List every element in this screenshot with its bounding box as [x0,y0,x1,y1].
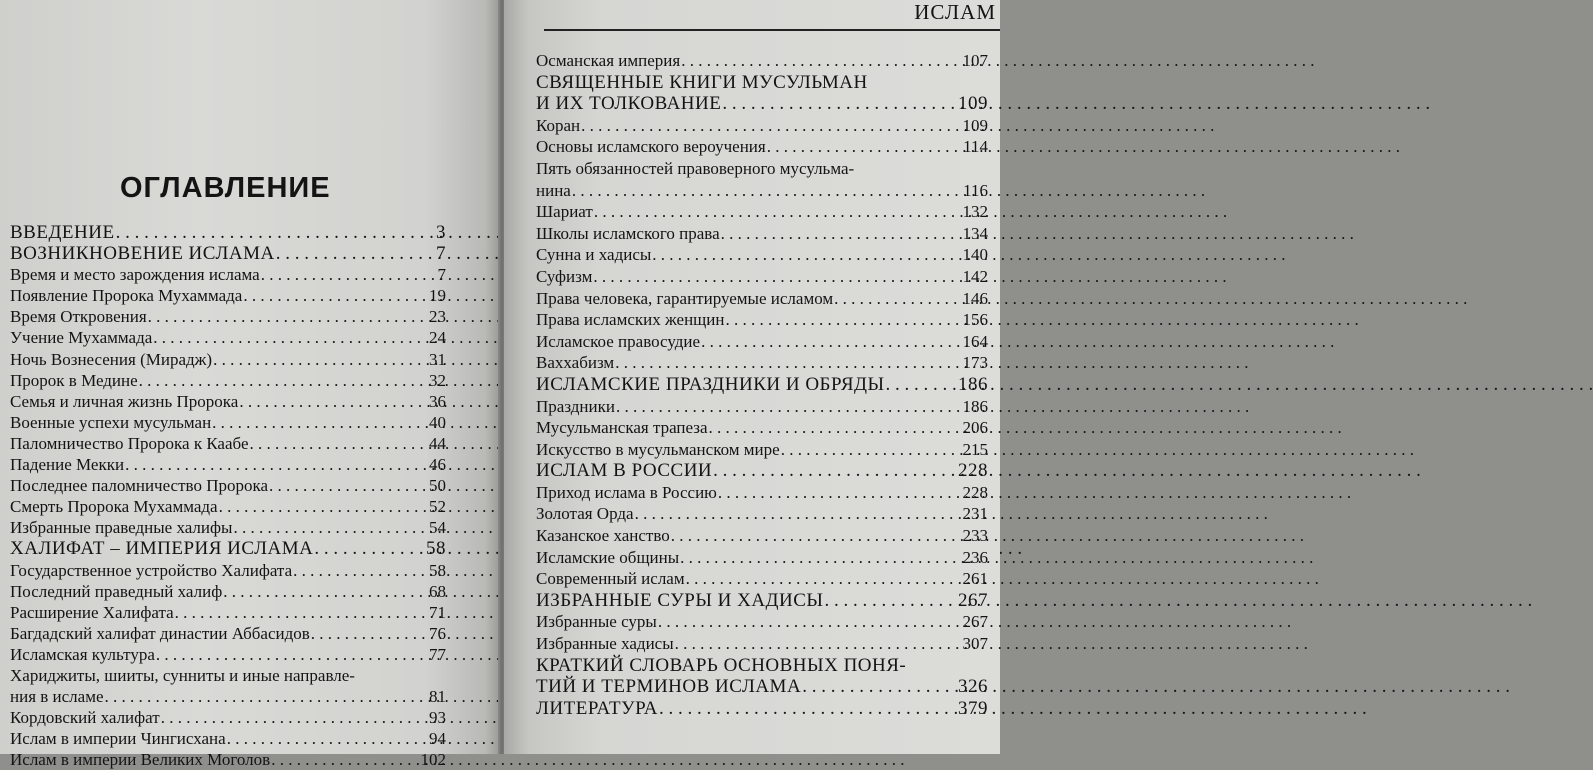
toc-entry [536,396,988,418]
toc-entry [10,475,446,496]
toc-entry-title: Османская империя [536,51,681,70]
toc-entry-page: 164 [962,331,988,351]
toc-entry [10,285,446,306]
toc-entry-page: 32 [429,370,446,390]
toc-entry-page: 7 [436,243,446,265]
toc-entry-page: 173 [962,353,988,373]
toc-entry-title: Избранные хадисы [536,634,674,654]
toc-entry-title: Смерть Пророка Мухаммада [10,497,218,517]
dot-leader [239,391,428,412]
toc-entry [536,633,988,655]
toc-entry-title: Избранные суры [536,612,657,632]
dot-leader [722,93,957,114]
toc-entry [536,201,988,223]
toc-entry-page: 140 [962,245,988,265]
toc-entry-page: 109 [958,93,988,115]
toc-entry [536,288,988,310]
dot-leader [261,264,437,285]
toc-entry-page: 267 [962,612,988,632]
toc-entry-title: Суфизм [536,266,593,286]
toc-entry [536,72,988,94]
toc-entry-title: Семья и личная жизнь Пророка [10,391,239,411]
toc-entry-page: 44 [429,433,446,453]
toc-entry [10,686,446,707]
toc-entry-title: Хариджиты, шииты, сунниты и иные направле- [10,665,355,685]
toc-entry-page: 58 [429,560,446,580]
dot-leader [125,454,428,475]
toc-entry [536,158,988,180]
toc-entry-title: Права исламских женщин [536,310,725,330]
toc-entry-page: 94 [429,729,446,749]
dot-leader [213,349,428,370]
toc-entry [536,417,988,439]
toc-entry-page: 3 [436,222,446,243]
toc-entry [10,264,446,285]
toc-entry [10,749,446,770]
toc-entry-page: 228 [962,482,988,502]
toc-entry [536,676,988,698]
toc-entry [10,665,446,686]
toc-entry-page: 93 [429,708,446,728]
toc-entry [10,560,446,581]
toc-entry [536,309,988,331]
toc-entry [536,180,988,202]
toc-entry-title: Права человека, гарантируемые исламом [536,288,834,308]
dot-leader [276,243,435,264]
toc-entry [10,370,446,391]
toc-entry-page: 156 [962,310,988,330]
toc-entry-page: 114 [963,137,988,157]
toc-entry-page: 52 [429,497,446,517]
toc-entry-title: СВЯЩЕННЫЕ КНИГИ МУСУЛЬМАН [536,71,868,93]
dot-leader [250,433,429,454]
dot-leader [635,503,962,524]
dot-leader [886,374,957,395]
toc-entry [10,517,446,538]
toc-entry-page: 134 [962,223,988,243]
dot-leader [243,285,428,306]
toc-heading: ОГЛАВЛЕНИЕ [120,172,331,204]
dot-leader [233,517,428,538]
toc-entry-page: 68 [429,581,446,601]
toc-entry [10,623,446,644]
toc-entry [536,482,988,504]
toc-entry [10,412,446,433]
toc-entry-title: Ночь Вознесения (Мирадж) [10,349,213,369]
toc-entry-page: 261 [962,569,988,589]
toc-entry [10,243,446,264]
toc-entry-title: Исламские общины [536,547,680,567]
dot-leader [311,623,428,644]
toc-entry-page: 186 [962,396,988,416]
toc-entry [10,581,446,602]
dot-leader [701,331,961,352]
dot-leader [615,352,961,373]
toc-entry-title: Учение Мухаммада [10,328,153,348]
dot-leader [781,439,962,460]
toc-entry [536,374,988,396]
dot-leader [581,115,961,136]
toc-entry-title: ИСЛАМ В РОССИИ [536,460,713,482]
toc-entry-page: 40 [429,412,446,432]
dot-leader [718,482,962,503]
toc-entry-page: 236 [962,547,988,567]
toc-entry-title: КРАТКИЙ СЛОВАРЬ ОСНОВНЫХ ПОНЯ- [536,654,907,676]
dot-leader [293,560,428,581]
toc-entry-page: 233 [962,526,988,546]
dot-leader [212,412,428,433]
toc-entry-page: 102 [420,750,446,770]
dot-leader [652,244,961,265]
toc-entry [10,602,446,623]
toc-entry [10,391,446,412]
toc-entry-title: Ваххабизм [536,353,615,373]
toc-entry-title: Расширение Халифата [10,602,174,622]
toc-entry-title: ВВЕДЕНИЕ [10,222,115,243]
toc-entry-page: 109 [962,115,988,135]
dot-leader [834,288,961,309]
toc-entry [10,454,446,475]
toc-entry-page: 132 [962,202,988,222]
toc-entry-title: Мусульманская трапеза [536,418,708,438]
toc-entry-page: 31 [429,349,446,369]
toc-entry-title: Основы исламского вероучения [536,137,766,157]
toc-entry-title: Избранные праведные халифы [10,518,233,538]
toc-entry-title: Коран [536,115,581,135]
dot-leader [153,327,428,348]
toc-entry [10,707,446,728]
toc-entry-title: Появление Пророка Мухаммада [10,286,243,306]
toc-entry-page: 228 [958,460,988,482]
header-rule [544,29,1000,31]
toc-entry-page: 58 [426,538,446,560]
toc-entry [536,590,988,612]
toc-list-left [10,222,446,770]
dot-leader [148,306,428,327]
toc-entry [536,525,988,547]
toc-entry-page: 19 [429,286,446,306]
toc-entry-title: Время и место зарождения ислама [10,265,260,285]
toc-entry [10,644,446,665]
toc-entry-title: Кордовский халифат [10,708,160,728]
toc-entry-page: 54 [429,518,446,538]
dot-leader [161,707,428,728]
toc-entry-page: 46 [429,455,446,475]
toc-entry-page: 379 [958,697,988,719]
toc-entry [10,496,446,517]
dot-leader [572,180,962,201]
dot-leader [223,581,428,602]
toc-entry-title: ИЗБРАННЫЕ СУРЫ И ХАДИСЫ [536,589,824,611]
toc-entry-page: 36 [429,391,446,411]
dot-leader [175,602,428,623]
dot-leader [709,417,962,438]
toc-entry [536,244,988,266]
dot-leader [659,698,957,719]
toc-entry-title: Искусство в мусульманском мире [536,439,780,459]
toc-entry [536,93,988,115]
toc-entry-title: Исламское правосудие [536,331,701,351]
toc-entry-title: нина [536,180,571,200]
toc-entry [536,460,988,482]
toc-entry [536,50,988,72]
toc-entry-title: ВОЗНИКНОВЕНИЕ ИСЛАМА [10,243,275,265]
toc-entry-title: Ислам в империи Чингисхана [10,729,226,749]
toc-entry-title: Паломничество Пророка к Каабе [10,433,249,453]
toc-entry-page: 206 [962,418,988,438]
toc-entry [10,306,446,327]
dot-leader [156,644,428,665]
toc-entry-title: Последний праведный халиф [10,581,223,601]
toc-entry [536,698,988,720]
toc-entry [536,547,988,569]
toc-entry [536,439,988,461]
dot-leader [616,396,962,417]
toc-entry [10,327,446,348]
toc-entry-title: Школы исламского права [536,223,720,243]
running-head: ИСЛАМ [914,0,996,24]
toc-entry-page: 107 [962,51,988,70]
toc-entry-title: Время Откровения [10,307,147,327]
dot-leader [594,201,962,222]
dot-leader [269,475,428,496]
toc-entry [536,136,988,158]
toc-entry-title: Современный ислам [536,569,685,589]
dot-leader [713,460,957,481]
dot-leader [824,590,957,611]
toc-entry-page: 186 [958,373,988,395]
toc-entry [536,568,988,590]
dot-leader [593,266,961,287]
dot-leader [802,676,957,697]
toc-entry-title: Исламская культура [10,644,155,664]
dot-leader [139,370,428,391]
toc-entry-title: ХАЛИФАТ – ИМПЕРИЯ ИСЛАМА [10,538,314,560]
dot-leader [680,547,961,568]
toc-entry-title: Падение Мекки [10,455,125,475]
toc-list-right [536,50,988,719]
toc-entry-page: 23 [429,307,446,327]
toc-entry-page: 116 [963,180,988,200]
toc-entry-title: ИСЛАМСКИЕ ПРАЗДНИКИ И ОБРЯДЫ [536,373,885,395]
dot-leader [314,538,425,559]
dot-leader [725,309,961,330]
toc-entry-title: Государственное устройство Халифата [10,560,293,580]
toc-entry-title: ТИЙ И ТЕРМИНОВ ИСЛАМА [536,676,802,698]
dot-leader [767,136,962,157]
toc-entry-title: Праздники [536,396,615,416]
dot-leader [681,50,961,71]
dot-leader [671,525,962,546]
toc-entry-page: 267 [958,589,988,611]
toc-entry-title: Пророк в Медине [10,370,138,390]
dot-leader [219,496,428,517]
toc-entry [536,331,988,353]
toc-entry-page: 326 [958,676,988,698]
toc-entry-page: 71 [429,602,446,622]
dot-leader [227,728,428,749]
toc-entry-title: Багдадский халифат династии Аббасидов [10,623,310,643]
right-page [504,0,1000,754]
dot-leader [271,749,419,770]
toc-entry-title: Золотая Орда [536,504,634,524]
toc-entry-title: ЛИТЕРАТУРА [536,697,658,719]
dot-leader [675,633,962,654]
toc-entry-title: Приход ислама в Россию [536,482,717,502]
toc-entry-title: Ислам в империи Великих Моголов [10,750,271,770]
toc-entry [536,352,988,374]
toc-entry [536,655,988,677]
toc-entry [536,115,988,137]
toc-entry [10,433,446,454]
toc-entry-page: 215 [962,439,988,459]
toc-entry-title: Сунна и хадисы [536,245,652,265]
left-page [0,0,500,770]
toc-entry-title: Военные успехи мусульман [10,412,212,432]
toc-entry-page: 142 [962,266,988,286]
toc-entry-title: Шариат [536,202,593,222]
toc-entry-page: 50 [429,476,446,496]
toc-entry-page: 7 [437,265,446,285]
toc-entry-page: 146 [962,288,988,308]
toc-entry-title: И ИХ ТОЛКОВАНИЕ [536,93,722,115]
toc-entry [10,349,446,370]
toc-entry [536,266,988,288]
toc-entry [10,538,446,559]
toc-entry-title: Последнее паломничество Пророка [10,476,269,496]
dot-leader [721,223,962,244]
toc-entry-page: 77 [429,644,446,664]
toc-entry [10,728,446,749]
toc-entry [536,611,988,633]
toc-entry [536,503,988,525]
dot-leader [686,568,962,589]
toc-entry-page: 307 [962,634,988,654]
toc-entry-title: Пять обязанностей правоверного мусульма- [536,158,855,178]
toc-entry [10,222,446,243]
toc-entry-title: ния в исламе [10,687,104,707]
dot-leader [658,611,962,632]
toc-entry-page: 81 [429,687,446,707]
dot-leader [116,222,435,243]
toc-entry-page: 24 [429,328,446,348]
dot-leader [105,686,428,707]
toc-entry [536,223,988,245]
toc-entry-page: 231 [962,504,988,524]
toc-entry-page: 76 [429,623,446,643]
toc-entry-title: Казанское ханство [536,526,670,546]
